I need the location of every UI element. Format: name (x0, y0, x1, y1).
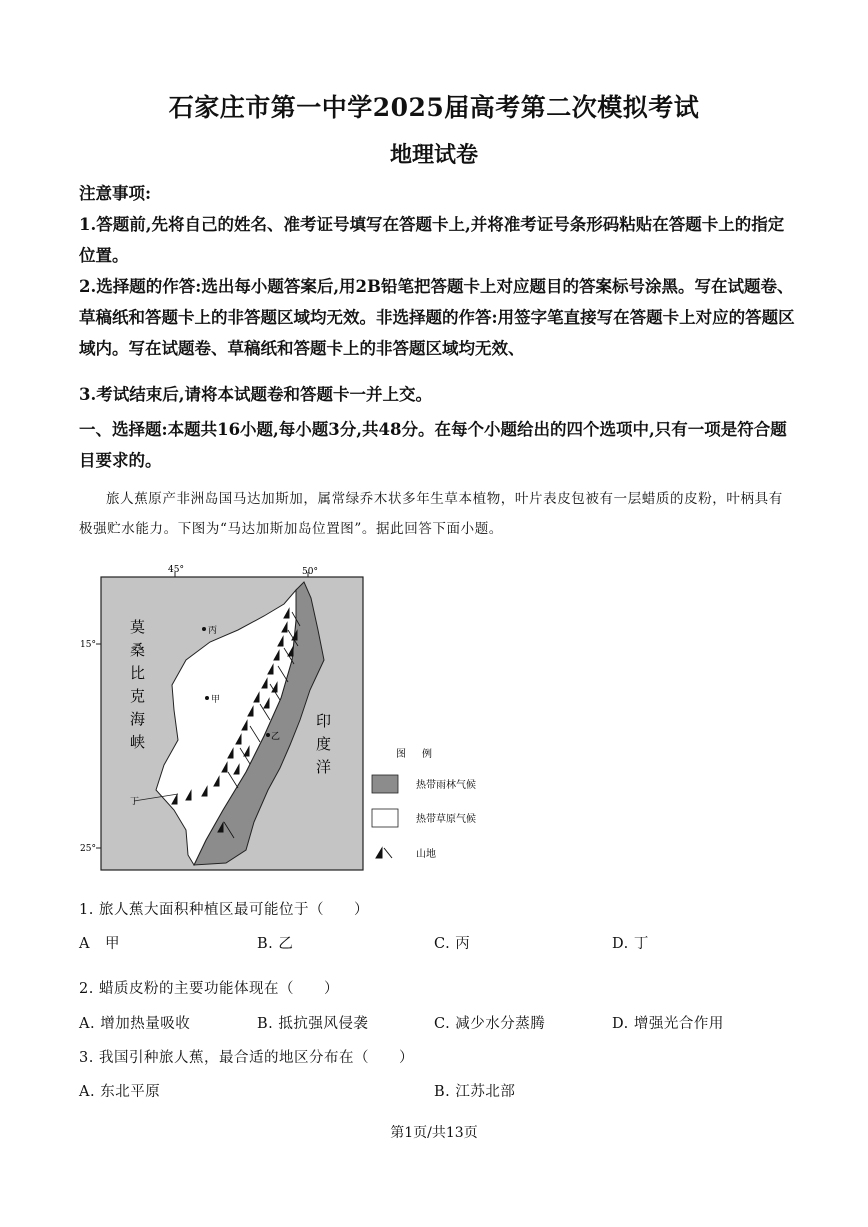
notice-item-2: 2.选择题的作答:选出每小题答案后,用2B铅笔把答题卡上对应题目的答案标号涂黑。写在试题卷、草稿纸和答题卡上的非答题区域均无效。非选择题的作答:用签字笔直接写在答题卡上对应的答题区域内。写在试题卷、草稿纸和答题卡上的非答题区域均无效、 (79, 277, 795, 358)
indian-ocean-label (316, 712, 331, 776)
q1-option-b[interactable]: B. 乙 (257, 936, 294, 952)
svg-text:峡: 峡 (130, 733, 146, 751)
lon-label-50: 50° (302, 567, 318, 577)
legend-swatch-rainforest (372, 775, 398, 793)
exam-subtitle: 地理试卷 (389, 142, 478, 168)
q2-option-c[interactable]: C. 减少水分蒸腾 (434, 1016, 546, 1032)
place-dot-jia (205, 696, 209, 700)
page-footer: 第1页/共13页 (390, 1125, 478, 1141)
svg-text:度: 度 (316, 735, 332, 753)
place-label-yi: 乙 (271, 732, 281, 742)
svg-text:莫: 莫 (130, 618, 146, 636)
q2-option-d[interactable]: D. 增强光合作用 (612, 1016, 724, 1032)
question-intro: 旅人蕉原产非洲岛国马达加斯加，属常绿乔木状多年生草本植物，叶片表皮包被有一层蜡质的皮粉，叶柄具有极强贮水能力。下图为“马达加斯加岛位置图”。据此回答下面小题。 (79, 491, 783, 537)
svg-text:印: 印 (316, 712, 332, 730)
madagascar-location-map (78, 560, 518, 880)
notice-heading: 注意事项: (79, 184, 152, 203)
legend-title-2: 例 (422, 749, 432, 760)
place-label-ding: 丁 (130, 797, 140, 807)
mountain-legend-icon (376, 848, 392, 858)
q1-option-c[interactable]: C. 丙 (434, 936, 471, 952)
exam-title: 石家庄市第一中学2025届高考第二次模拟考试 (168, 93, 700, 122)
svg-text:克: 克 (130, 687, 146, 705)
q3-option-a[interactable]: A. 东北平原 (79, 1084, 161, 1100)
legend-label-mountain: 山地 (416, 849, 436, 860)
q2-option-a[interactable]: A. 增加热量吸收 (79, 1016, 191, 1032)
q2-option-b[interactable]: B. 抵抗强风侵袭 (257, 1016, 369, 1032)
notice-item-1: 1.答题前,先将自己的姓名、准考证号填写在答题卡上,并将准考证号条形码粘贴在答题卡上的指定位置。 (79, 215, 785, 265)
question-2-stem: 2. 蜡质皮粉的主要功能体现在（ ） (79, 981, 339, 997)
legend-title-1: 图 (396, 749, 406, 760)
q3-option-b[interactable]: B. 江苏北部 (434, 1084, 516, 1100)
svg-text:比: 比 (130, 664, 146, 682)
legend-label-savanna: 热带草原气候 (416, 814, 476, 825)
svg-text:洋: 洋 (316, 758, 332, 776)
lon-label-45: 45° (168, 565, 184, 575)
lat-label-25: 25° (80, 844, 96, 854)
q1-option-a[interactable]: A 甲 (79, 936, 120, 952)
legend-label-rainforest: 热带雨林气候 (416, 780, 476, 791)
map-legend (372, 747, 476, 860)
question-3-stem: 3. 我国引种旅人蕉，最合适的地区分布在（ ） (79, 1050, 414, 1066)
lat-label-15: 15° (80, 640, 96, 650)
place-dot-yi (266, 733, 270, 737)
place-dot-bing (202, 627, 206, 631)
notice-item-3: 3.考试结束后,请将本试题卷和答题卡一并上交。 (79, 385, 432, 404)
place-label-bing: 丙 (208, 626, 218, 636)
q1-option-d[interactable]: D. 丁 (612, 936, 649, 952)
place-label-jia: 甲 (211, 695, 221, 705)
legend-swatch-savanna (372, 809, 398, 827)
question-1-stem: 1. 旅人蕉大面积种植区最可能位于（ ） (79, 902, 369, 918)
svg-text:海: 海 (130, 710, 146, 728)
section-heading: 一、选择题:本题共16小题,每小题3分,共48分。在每个小题给出的四个选项中,只有一项是符合题目要求的。 (79, 420, 787, 470)
svg-text:桑: 桑 (130, 641, 146, 659)
